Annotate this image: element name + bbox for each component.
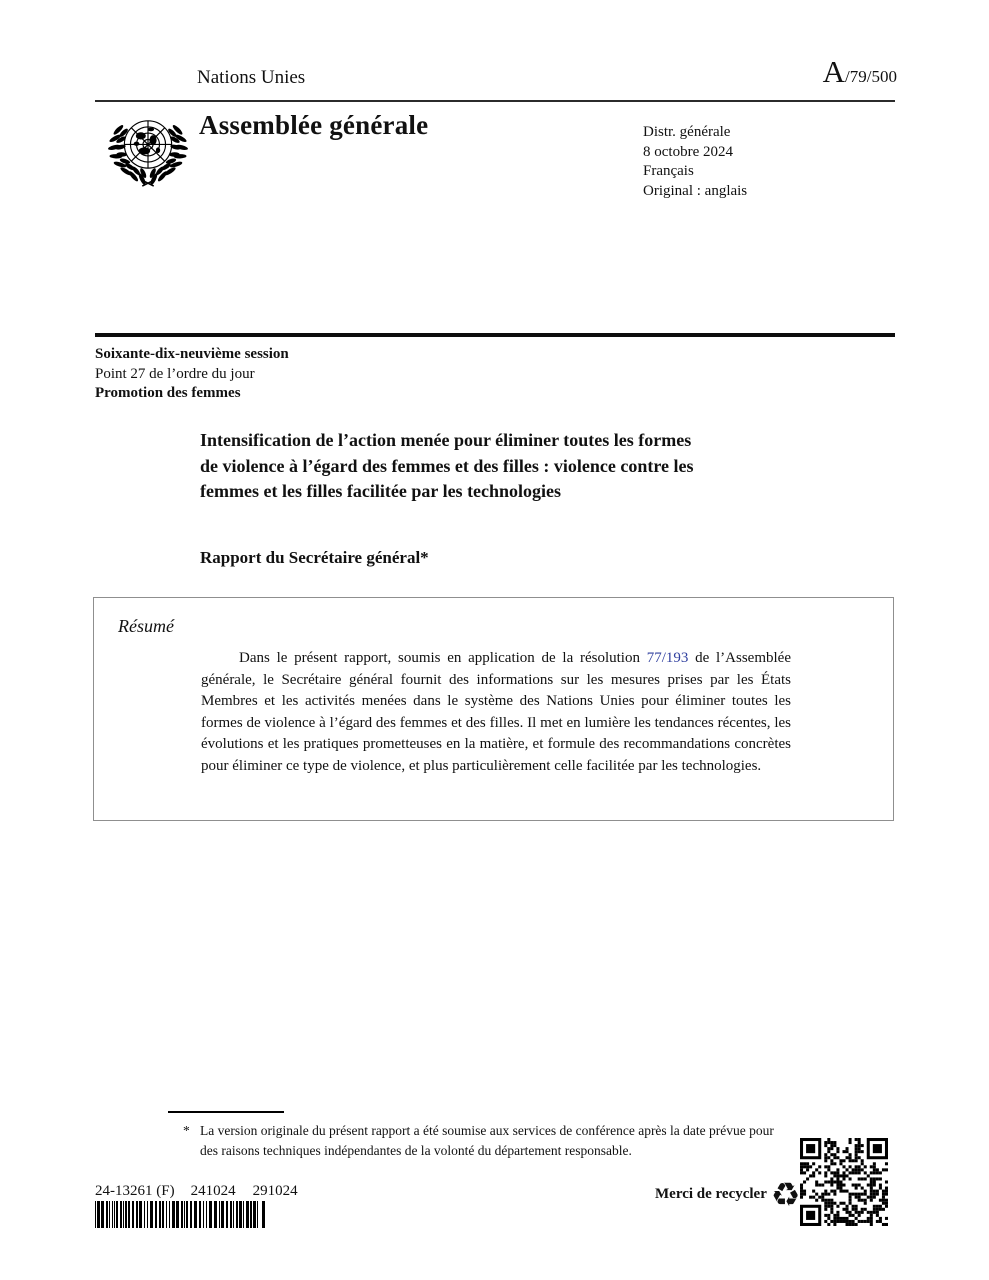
agenda-item: Point 27 de l’ordre du jour — [95, 365, 255, 382]
summary-paragraph — [201, 648, 791, 777]
qr-code — [800, 1138, 888, 1226]
distribution-block — [643, 123, 747, 201]
summary-label: Résumé — [118, 616, 174, 636]
footnote-marker: * — [183, 1123, 190, 1138]
summary-box — [93, 597, 894, 821]
job-number: 24-13261 (F) — [95, 1183, 175, 1199]
barcode — [95, 1201, 265, 1228]
report-title: Intensification de l’action menée pour éliminer toutes les formes de violence à l’égard des femmes et des filles : violence contre les femmes et les filles facilitée par les technologies — [200, 430, 694, 501]
org-name: Nations Unies — [197, 67, 306, 88]
summary-text-before-link: Dans le présent rapport, soumis en application de la résolution — [239, 650, 647, 666]
report-subtitle-text: Rapport du Secrétaire général — [200, 548, 421, 567]
recycle-label: Merci de recycler — [655, 1186, 767, 1202]
page-title: Assemblée générale — [199, 110, 429, 140]
footnote-reference-marker: * — [420, 548, 429, 567]
header-rule — [95, 100, 895, 102]
document-symbol-letter: A — [822, 54, 846, 89]
recycle-line — [655, 1175, 801, 1214]
un-emblem-icon — [105, 110, 191, 192]
report-subtitle — [200, 548, 429, 568]
date-code-1: 241024 — [190, 1183, 236, 1199]
footnote-separator — [168, 1111, 284, 1113]
footnote-text: La version originale du présent rapport a été soumise aux services de conférence après la date prévue pour des raisons techniques indépendantes de la volonté du département responsable. — [200, 1123, 774, 1158]
session-block — [95, 345, 289, 404]
section-rule — [95, 333, 895, 337]
document-language: Français — [643, 163, 694, 179]
resolution-link[interactable]: 77/193 — [646, 650, 689, 666]
summary-text-after-link: de l’Assemblée générale, le Secrétaire général fournit des informations sur les mesures prises par les États Membres et les activités menées dans le système des Nations Unies pour éliminer toutes les formes de violence à l’égard des femmes et des filles. Il met en lumière les tendances récentes, les évolutions et les pratiques prometteuses en la matière, et formule des recommandations concrètes pour éliminer ce type de violence, et plus particulièrement celle facilitée par les technologies. — [201, 650, 791, 774]
recycle-icon: ♻ — [770, 1175, 801, 1214]
session-name: Soixante-dix-neuvième session — [95, 346, 289, 362]
agenda-title: Promotion des femmes — [95, 385, 241, 401]
original-language: Original : anglais — [643, 182, 748, 199]
date-code-2: 291024 — [252, 1183, 298, 1199]
footer-ids — [95, 1183, 298, 1200]
document-date: 8 octobre 2024 — [643, 143, 733, 160]
footnote — [183, 1121, 775, 1160]
document-symbol-number: /79/500 — [845, 67, 897, 86]
document-symbol — [823, 56, 897, 87]
distribution-type: Distr. générale — [643, 124, 731, 140]
